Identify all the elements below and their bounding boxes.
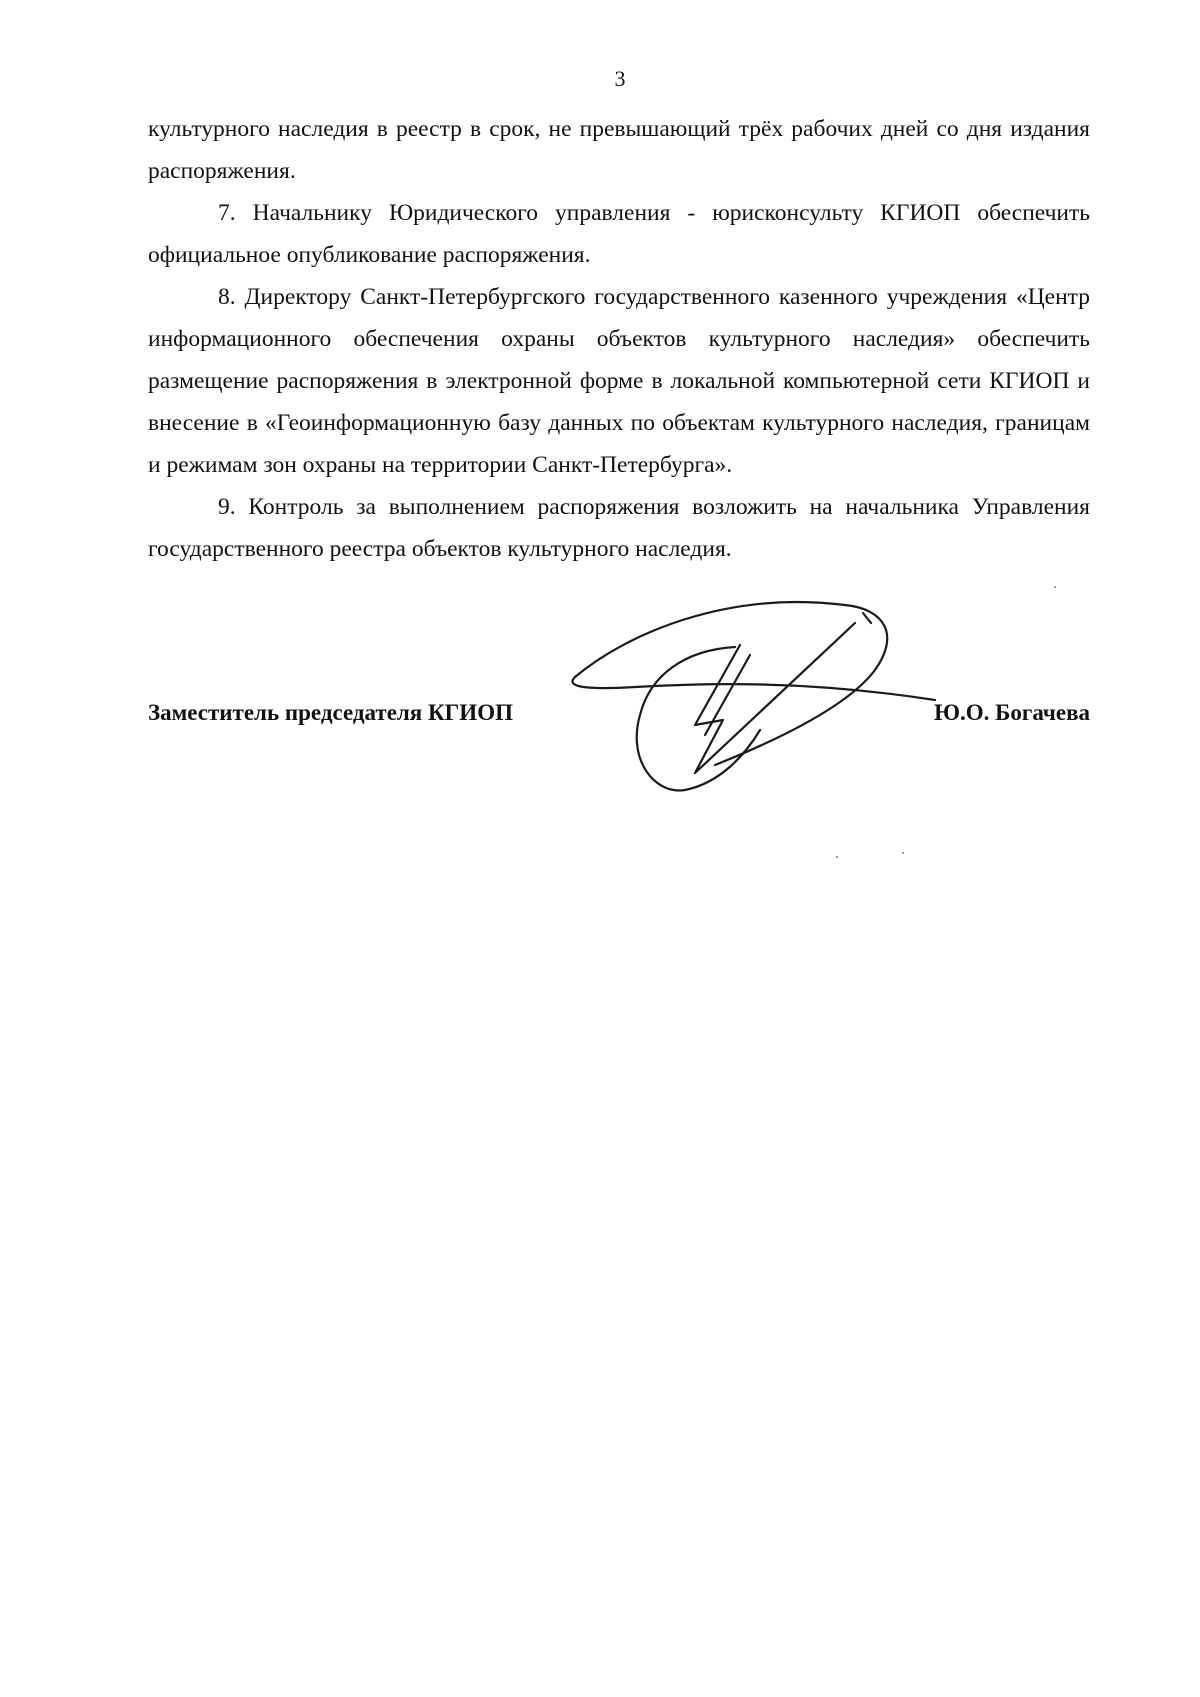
scan-speck: [902, 852, 904, 854]
paragraph-item-8: 8. Директору Санкт-Петербургского государственного казенного учреждения «Центр информационного обеспечения охраны объектов культурного наследия» обеспечить размещение распоряжения в электронной форме в локальной компьютерной сети КГИОП и внесение в «Геоинформационную базу данных по объектам культурного наследия, границам и режимам зон охраны на территории Санкт-Петербурга».: [148, 284, 1090, 478]
scan-speck: [836, 856, 838, 858]
signature-block: [148, 700, 1090, 740]
signatory-title: Заместитель председателя КГИОП: [148, 700, 513, 725]
paragraph-item-9: 9. Контроль за выполнением распоряжения возложить на начальника Управления государственного реестра объектов культурного наследия.: [148, 494, 1090, 562]
paragraph-continuation: культурного наследия в реестр в срок, не превышающий трёх рабочих дней со дня издания распоряжения.: [148, 116, 1090, 184]
document-body: [148, 108, 1090, 570]
signatory-name: Ю.О. Богачева: [934, 700, 1090, 725]
paragraph-item-7: 7. Начальнику Юридического управления - юрисконсульту КГИОП обеспечить официальное опубликование распоряжения.: [148, 200, 1090, 268]
page-number: 3: [614, 66, 626, 91]
scan-speck: [1054, 586, 1056, 588]
